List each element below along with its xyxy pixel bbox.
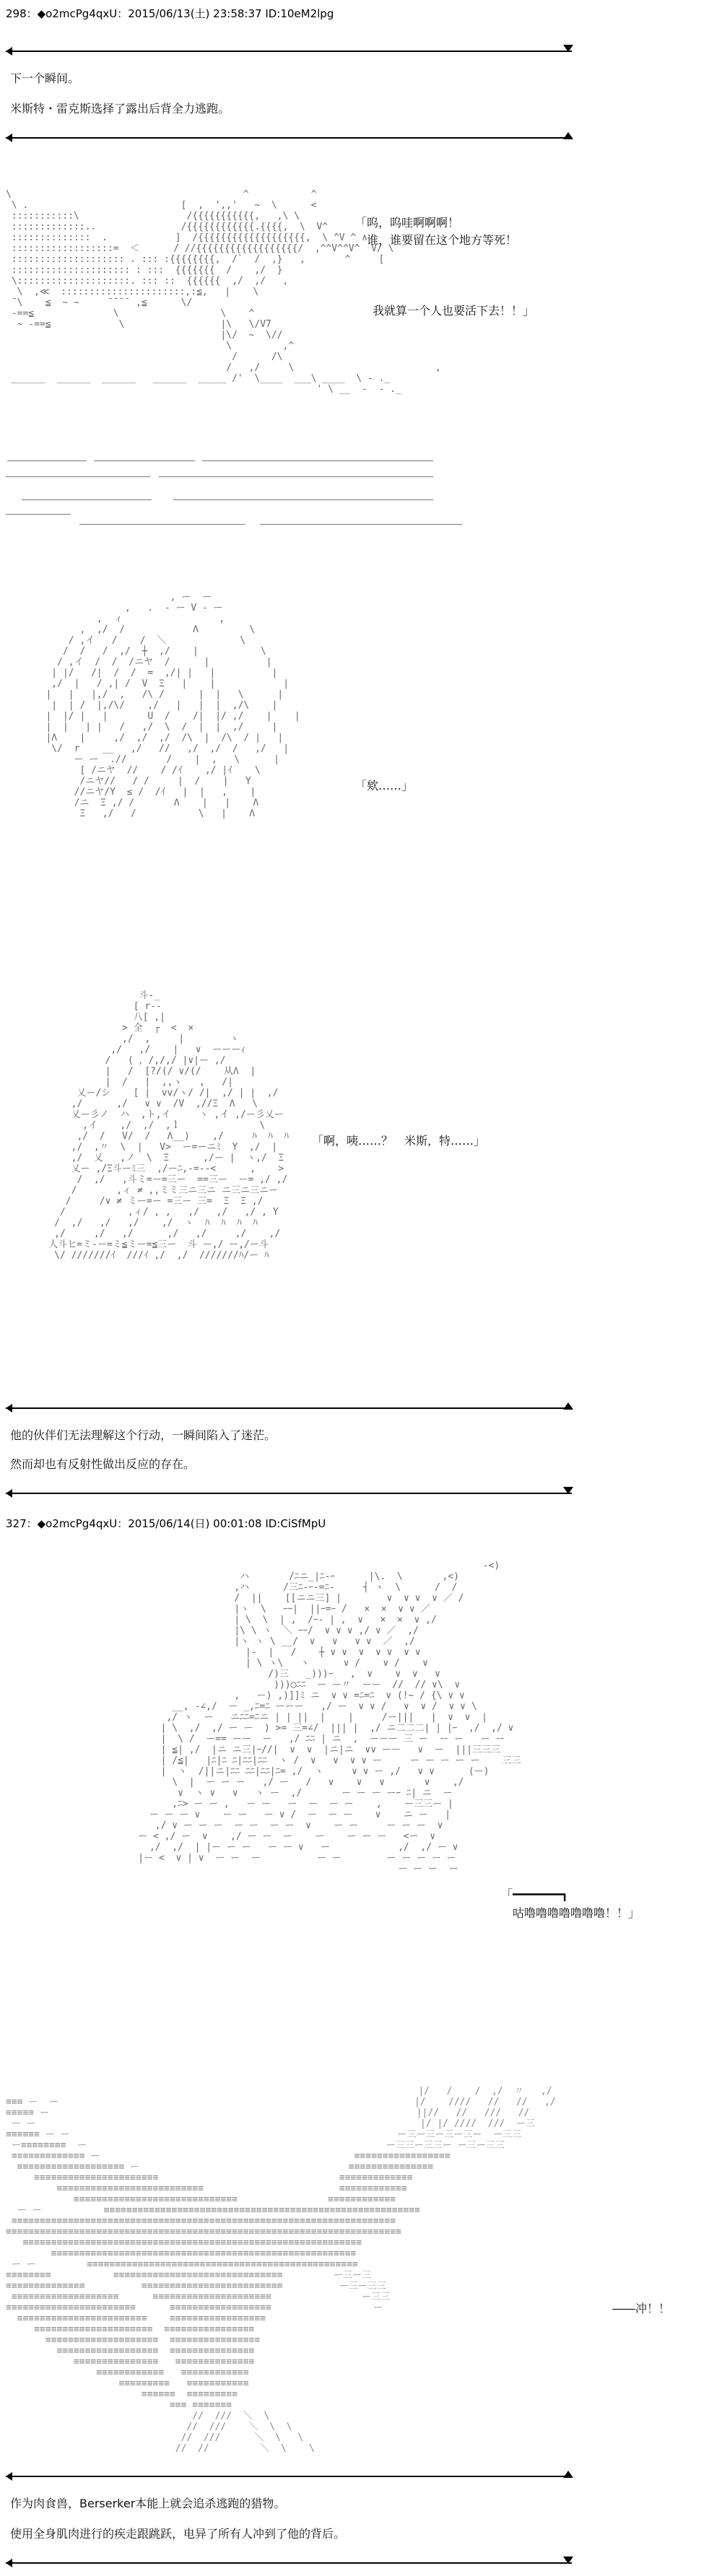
speech-bubble-line: ――冲！！ bbox=[612, 2302, 671, 2315]
ground-line bbox=[173, 499, 433, 500]
post-header-327 bbox=[6, 1517, 326, 1530]
ground-line bbox=[7, 460, 87, 461]
post-meta: ：2015/06/14(日) 00:01:08 ID:CiSfMpU bbox=[117, 1517, 326, 1530]
ground-line bbox=[159, 476, 433, 477]
speech-bubble-line: 我就算一个人也要活下去！！」 bbox=[373, 304, 535, 318]
ground-line bbox=[260, 524, 462, 525]
narration-line: 下一个瞬间。 bbox=[10, 71, 80, 85]
narration-line: 使用全身肌肉进行的疾走跟跳跃，电异了所有人冲到了他的背后。 bbox=[10, 2527, 346, 2541]
ground-line bbox=[6, 514, 71, 515]
speech-bubble-line: 「啊，咦……？ 米斯，特……」 bbox=[312, 1134, 486, 1148]
divider-bottom-2 bbox=[6, 2476, 572, 2477]
divider-top-3 bbox=[6, 2562, 572, 2564]
speech-bubble-line: 「━━━━━━━┓ bbox=[501, 1887, 569, 1901]
narration-line: 然而却也有反射性做出反应的存在。 bbox=[10, 1457, 196, 1471]
divider-top-2 bbox=[6, 1493, 572, 1494]
ascii-art-speed-burst: |/ / / ,/ 〃 ,/ ≡≡≡ ー ー |/ //// // // ,/ ≡≡≡≡≡ ー ||// // /// // ー ー |/ |/ //// /// ー三 ≡≡≡≡≡≡ ー ー ー三ー三ー三ー三ー ー三三 ー≡≡≡≡≡≡≡≡ ー ー三三ー三三ー ー三ー三三 ≡≡≡≡≡≡≡≡≡≡≡≡≡ ー ≡≡≡≡≡≡≡≡≡≡≡≡≡≡≡≡≡ ≡≡≡≡≡≡≡≡≡≡≡≡≡≡≡≡≡≡≡ ー ≡≡≡≡≡≡≡≡≡≡≡≡≡≡≡ ≡≡≡≡≡≡≡≡≡≡≡≡≡≡≡≡≡≡≡≡≡≡ ≡≡≡≡≡≡≡≡≡≡≡≡≡ ≡≡≡≡≡≡≡≡≡≡≡≡≡≡≡≡≡≡≡≡≡≡≡≡≡≡ ≡≡≡≡≡≡≡≡≡≡≡≡ ≡≡≡≡≡≡≡≡≡≡≡≡≡≡≡≡≡≡≡≡≡≡≡≡≡≡≡≡≡ ≡≡≡≡≡≡≡≡≡≡≡≡ ー ー ≡≡≡≡≡≡≡≡≡≡≡≡≡≡≡≡≡≡≡≡≡≡≡≡≡≡≡≡≡≡≡≡≡≡≡≡≡≡≡≡≡≡≡≡≡≡≡≡≡≡≡≡≡≡≡≡ ≡≡≡≡≡≡≡≡≡≡≡≡≡≡≡≡≡≡≡≡≡≡≡≡≡≡≡≡≡≡≡≡≡≡≡≡≡≡≡≡≡≡≡≡≡≡≡≡≡≡≡≡≡≡≡≡≡≡≡≡≡≡≡≡≡≡≡≡ ≡≡≡≡≡≡≡≡≡≡≡≡≡≡≡≡≡≡≡≡≡≡≡≡≡≡≡≡≡≡≡≡≡≡≡≡≡≡≡≡≡≡≡≡≡≡≡≡≡≡≡≡≡≡≡≡≡≡≡≡≡≡≡≡≡≡≡≡≡≡ ≡≡≡≡≡≡≡≡≡≡≡≡≡≡≡≡≡≡≡≡≡≡≡≡≡≡≡≡≡≡≡≡≡≡≡≡≡≡≡≡≡≡≡≡≡≡≡≡≡≡≡≡≡≡≡≡≡≡≡≡ ≡≡≡≡≡≡≡≡≡≡≡≡≡≡≡≡≡≡≡≡≡≡≡≡≡≡≡≡≡≡≡≡≡≡≡≡≡≡≡≡≡≡≡≡≡≡≡≡≡≡≡≡≡≡ ー ー ≡≡≡≡≡≡≡≡≡≡≡≡≡≡≡≡≡≡≡≡≡≡≡≡≡≡≡≡≡≡≡≡≡≡≡≡≡≡≡≡≡≡≡≡≡≡≡≡ ≡≡≡≡≡≡≡≡ ≡≡≡≡≡≡≡≡≡≡≡≡≡≡≡≡≡≡≡≡≡≡≡≡≡≡≡≡≡≡ ー三ー三 ≡≡≡≡≡≡≡≡≡≡≡≡≡≡ ≡≡≡≡≡≡≡≡≡≡≡≡≡≡≡≡≡≡≡≡≡≡≡≡≡ ー三ー三三 ≡≡≡≡≡≡≡≡≡≡≡≡≡≡≡≡≡≡≡ ≡≡≡≡≡≡≡≡≡≡≡≡≡≡≡≡≡≡≡≡≡ ー三三 ≡≡≡≡≡≡≡≡≡≡≡≡≡≡≡≡≡≡≡≡≡≡≡ ≡≡≡≡≡≡≡≡≡≡≡≡≡≡≡≡≡≡ ー ≡≡≡≡≡≡≡≡≡≡≡≡≡≡≡≡≡≡≡≡≡≡≡ ≡≡≡≡≡≡≡≡≡≡≡≡≡≡≡≡≡ ≡≡≡≡≡≡≡≡≡≡≡≡≡≡≡≡≡≡≡≡≡ ≡≡≡≡≡≡≡≡≡≡≡≡≡≡≡≡ ≡≡≡≡≡≡≡≡≡≡≡≡≡≡≡≡≡≡≡≡ ≡≡≡≡≡≡≡≡≡≡≡≡≡≡≡≡ ≡≡≡≡≡≡≡≡≡≡≡≡≡≡≡≡≡≡ ≡≡≡≡≡≡≡≡≡≡≡≡≡≡≡ ≡≡≡≡≡≡≡≡≡≡≡≡≡≡≡ ≡≡≡≡≡≡≡≡≡≡≡≡≡≡ ≡≡≡≡≡≡≡≡≡≡≡≡ ≡≡≡≡≡≡≡≡≡≡≡≡ ≡≡≡≡≡≡≡≡≡ ≡≡≡≡≡≡≡≡≡≡≡ ≡≡≡≡≡≡ ≡≡≡≡≡≡≡≡≡ ≡≡≡ ≡≡≡≡≡≡≡ // /// ＼ \ // /// ＼ \ \ // /// ＼ \ \ // // ＼ \ \ bbox=[6, 2086, 556, 2454]
divider-bottom-1b bbox=[6, 1407, 572, 1409]
divider-bottom-1 bbox=[6, 137, 572, 139]
post-trip: ◆o2mcPg4qxU bbox=[37, 1517, 118, 1530]
ground-line bbox=[22, 499, 152, 500]
post-trip: ◆o2mcPg4qxU bbox=[37, 7, 118, 20]
speech-bubble-line: 咕噜噜噜噜噜噜噜！！」 bbox=[513, 1906, 640, 1920]
post-meta: ：2015/06/13(土) 23:58:37 ID:10eM2lpg bbox=[117, 7, 334, 20]
speech-bubble-line: 谁，谁要留在这个地方等死！ bbox=[367, 233, 518, 247]
post-number: 298： bbox=[6, 7, 38, 20]
narration-line: 作为肉食兽，Berserker本能上就会追杀逃跑的猎物。 bbox=[10, 2497, 286, 2510]
post-header-298 bbox=[6, 7, 334, 20]
ground-line bbox=[6, 476, 150, 477]
speech-bubble-line: 「欸……」 bbox=[355, 779, 414, 793]
narration-line: 米斯特・雷克斯选择了露出后背全力逃跑。 bbox=[10, 102, 230, 115]
ascii-art-figure-long-hair: , ー ー , . - ー V - ー , ィ , , ,/ / Λ \ / ,イ / / ＼ \ / / / ,/ ┼ ,/ | \ / ,イ / / /ニヤ / | | | |/ /| / / = ,/| | | | ,/ | / ,| / V Ξ | | | | | |,/ , /\ / | | \ | | | / |,/\/ ,/ | | | ,/\ | | |/ | | U / /| |/ ,/ | | | | | | / ,/ \ / | | ,/ | |Λ | ,/ ,/ ,/ /\ | /\ / | | \/ r __ ,/ // ,/ ,/ / ,/ | ー ー .// / | , \ | [ /ニヤ // / /ｲ ,/ |ｲ \ /ニヤ// / / | / | Y //ニヤ/Y ≤ / /ｲ | | , | /ニ Ξ ,/ / Λ | | Λ Ξ ,/ / \ | Λ bbox=[45, 592, 300, 819]
post-number: 327： bbox=[6, 1517, 38, 1530]
divider-top-1 bbox=[6, 51, 572, 52]
ascii-art-fleeing: \ ^ ^ \ . [ , ',,' ~ \ < :::::::::::\ /{{{{{{{{{{{, ,\ \ :::::::::::::.. /{{{{{{{{{{{{.{{{{, \ V^ :::::::::::::: . ] /{{{{{{{{{{{{{{{{{{{, \ ^V ^ ∧ ::::::::::::::::::= ＜ / //{{{{{{{{{{{{{{{{{{/ ,^^V^^V^ V/ \ :::::::::::::::::::: . ::: :{{{{{{{{, /` / ,} , ^ [ ::::::::::::::::::::: : ::: {{{{{{{ / ,/ } \::::::::::::::::::::. ::: :: {{{{{{ ,/ ,/ , \ ,≪ ::::::::::::::::::::::,:≦, | \ ̄ \ ≦ ~ ~ ̄ ̄ ̄ ̄ ,≦ \/ -==≦ \ \ ^ ~ -==≦ \ |\ \/V7 |\/ ~ \// \ ,^ / /\ / ,/ \ , ______ ______ ______ ______ _____ /' \____ ___\ ____ \ - ._ ' \ __ - - ._ bbox=[6, 189, 441, 395]
speech-bubble-line: 「呜，呜哇啊啊啊！ bbox=[355, 216, 460, 230]
narration-line: 他的伙伴们无法理解这个行动，一瞬间陷入了迷茫。 bbox=[10, 1428, 277, 1442]
ground-line bbox=[202, 460, 433, 461]
ascii-art-berserker-beast: -<) ハ /ﾆニ_|ﾆ-ｰ |\. \ ,<) ,ハ /三ﾆ-ｰ-=ﾆ- ┤ ヽ \ / / / || [[ニニ三] | ∨ ∨ ∨ ∨ ／ / |ヽ \ ｰｰ| ||ｰ=ｰ / × × ∨ ∨ ／ | \ \ | , /ｰ- | , ∨ × × ∨ ,/ |\ \ ヽ ＼ ｰｰ/ ∨ ∨ ∨ ,/ ∨ ／ ,/ |ヽ ヽ \ __/ ∨ ∨ ∨ ∨ ／ ,/ |- | / ┼ ∨ ∨ ∨ ∨ ∨ ∨ ∨ | \ ヽ\ ヽ ∨ / ∨ / ∨ /)三 _)))ｰ , ∨ ∨ ∨ ∨ )))◯ﾆﾆ ー ー〃 ーー // // ∨\ ∨ , ー) ,)]]ﾐ ニ ∨ ∨ =ﾆ=ﾆ ∨ (!~ / {\ ∨ ∨ __, -∠,/ ー _,ﾆ=ﾆ ーーー ,/ ー ∨ ∨ / ∨ ∨ / ∨ ∨ \ ,/ ヽ ー ニﾆﾆ=ﾆニ | | || | | /ー||| | ∨ ∨ | | \ ,/ ,/ ー ー ) >= 三=∠/ ||| | ,/ ニ二二二| | |ｰ ,/ ,/ ∨ | \ / ー== ーー ー ,/ ﾆﾆ | ニ , ーーー 三 ー ー ー ー ー | ≦| ,/ |ニ ニ三|ｰ//| ∨ ∨ |ニ|ニ ∨∨ ーー ∨ ー |||三三三 | /≦| |ﾆ|ﾆ ﾆ|ﾆﾆ|ﾆﾆ ヽ / ∨ ∨ ∨ ∨ ー ー ー ー ー ー 三三 | ヽ /||ニ|ﾆﾆ ﾆﾆ|ﾆﾆ|ﾆ= ,/ ヽ ∨ ∨ ー ,/ ∨ ∨ (ー) \ | ー ー ー ,/ ー / ∨ ∨ ∨ ∨ ,/ ∨ ヽ ∨ ∨ ヽ ー ,/ ー ー ー ーｰ ﾆ| ニ ー ,ﾆ> ー ー , ー ー ー ー ー ー , ー三三ー | ー ー ー ∨ ー ー ー ∨ / ー ー ー ∨ ニ ー | ,/ ∨ ー ー ー ー ー ー ー ∨ ー ー ー ー ー ∨ ー < ,/ ー ∨ ,/ ー ー ー ー ー ー ー <ー ∨ ,/ ,/ | |ー ー ー ー ー ∨ ー ,/ ,/ ー ∨ |ー < ∨ | ∨ ー ー ー ー ー ー ー ー ー ー ー ー ー ー bbox=[138, 1560, 521, 1874]
ascii-art-figure-hooded: 斗-_ [ r-- 八[ ,| > 全 ┌ < × ,/ , | ヽ ,/ ,/ | ∨ ーーーｨ / ( ，/,/,/ |∨|ー ,/ | / [?/(/ ∨/(/ 从Λ | | / | ,,ヽ , /| 乂ー/シ [ | vv/ヽ/ /| ,/ | | ,/ ,/ ,/ ∨ ∨ /V ,//Ξ Λ \ 乂ー彡ノ ハ ,ト,イ ヽ ,イ ,/ー彡乂ー ,イ ,/ ,/ ,ｌ \ ,/ / V/ / Λ__) ,/ ﾊ ﾊ ﾊ ,/ ,〃 \ | V> ー=ーニﾐ Y ,/ | ,/ 乂 ,ノ \ Ξ ,/ー | ヽ,/ Ξ 乂ー ,/Ξ斗ーﾐ三 ,/ーﾆ,-=--< , > / ,/ ,斗ミ=ー=三ー ==三ー ー= ,/ ,/ / ,ィ ≠ ,,ミミ三ニ三ニ ニ三ニ三ニー / /∨ ≠ ミー=ー =三ー 三= Ξ Ξ ,/ / ,ィ/ , , ,/ ,/ ,/ , Y / ,/ ,/ ,/ ,/ ヽ ﾊ ﾊ ﾊ ﾊ ,/ ,/ ,/ ,/ ,/ ,/ ,/ 人斗ヒ=ミ-ー=ミ≦ミー=≦三ー 斗 ー,/ ー,/ー斗 \/ ///////ｲ ///ｲ ,/ ,/ ///////ﾊ/ー ﾊ bbox=[48, 990, 289, 1261]
ground-line bbox=[79, 524, 245, 525]
ground-line bbox=[94, 460, 195, 461]
